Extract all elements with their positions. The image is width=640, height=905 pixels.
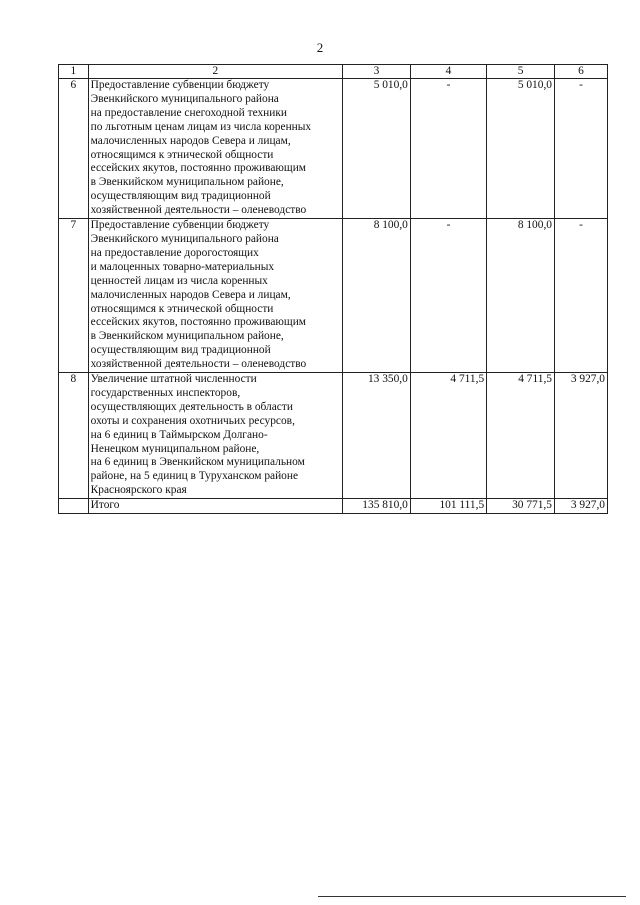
description-line: районе, на 5 единиц в Туруханском районе (90, 470, 299, 483)
table-row (59, 79, 608, 219)
description-line: Эвенкийского муниципального района (90, 92, 279, 105)
description-line: относящимся к этнической общности (90, 148, 274, 161)
description-line: Предоставление субвенции бюджету (90, 219, 270, 232)
description-line: относящимся к этнической общности (90, 302, 274, 315)
description-line: государственных инспекторов, (90, 386, 241, 399)
row-description (88, 79, 342, 219)
total-row (59, 499, 608, 514)
row-description (88, 373, 342, 499)
description-line: Эвенкийского муниципального района (90, 232, 279, 245)
description-line: ессейских якутов, постоянно проживающим (90, 162, 306, 175)
description-line: малочисленных народов Севера и лицам, (90, 134, 291, 147)
value-col-6: 3 927,0 (554, 373, 607, 499)
value-col-5: 5 010,0 (487, 79, 555, 219)
description-line: малочисленных народов Севера и лицам, (90, 288, 291, 301)
table-row (59, 219, 608, 373)
description-line: Предоставление субвенции бюджету (90, 79, 270, 91)
column-header-1: 1 (59, 65, 89, 79)
value-col-5: 4 711,5 (487, 373, 555, 499)
value-col-4: 4 711,5 (410, 373, 486, 499)
description-line: на 6 единиц в Таймырском Долгано- (90, 428, 268, 441)
value-col-6: - (554, 79, 607, 219)
total-col-5: 30 771,5 (487, 499, 555, 514)
description-line: осуществляющим вид традиционной (90, 344, 271, 357)
subsidy-table (58, 64, 608, 514)
description-line: в Эвенкийском муниципальном районе, (90, 176, 284, 189)
row-description (88, 219, 342, 373)
value-col-3: 5 010,0 (343, 79, 411, 219)
value-col-4: - (410, 79, 486, 219)
total-col-3: 135 810,0 (343, 499, 411, 514)
column-header-3: 3 (343, 65, 411, 79)
total-col-6: 3 927,0 (554, 499, 607, 514)
total-col-4: 101 111,5 (410, 499, 486, 514)
value-col-3: 13 350,0 (343, 373, 411, 499)
description-line: Красноярского края (90, 484, 187, 497)
description-line: ессейских якутов, постоянно проживающим (90, 316, 306, 329)
column-header-6: 6 (554, 65, 607, 79)
description-line: охоты и сохранения охотничьих ресурсов, (90, 414, 295, 427)
description-line: осуществляющих деятельность в области (90, 400, 293, 413)
total-number-cell (59, 499, 89, 514)
description-line: на предоставление дорогостоящих (90, 246, 259, 259)
column-header-4: 4 (410, 65, 486, 79)
column-header-5: 5 (487, 65, 555, 79)
total-label: Итого (88, 499, 342, 514)
description-line: на предоставление снегоходной техники (90, 106, 287, 119)
description-line: хозяйственной деятельности – оленеводство (90, 358, 307, 371)
value-col-3: 8 100,0 (343, 219, 411, 373)
row-number: 7 (59, 219, 89, 373)
description-line: и малоценных товарно-материальных (90, 260, 275, 273)
description-line: осуществляющим вид традиционной (90, 190, 271, 203)
description-line: ценностей лицам из числа коренных (90, 274, 268, 287)
column-header-2: 2 (88, 65, 342, 79)
table-row (59, 373, 608, 499)
description-line: на 6 единиц в Эвенкийском муниципальном (90, 456, 305, 469)
description-line: хозяйственной деятельности – оленеводство (90, 204, 307, 217)
description-line: по льготным ценам лицам из числа коренных (90, 120, 312, 133)
value-col-4: - (410, 219, 486, 373)
value-col-5: 8 100,0 (487, 219, 555, 373)
bottom-divider (318, 896, 626, 897)
value-col-6: - (554, 219, 607, 373)
row-number: 6 (59, 79, 89, 219)
table-header-row (59, 65, 608, 79)
description-line: в Эвенкийском муниципальном районе, (90, 330, 284, 343)
row-number: 8 (59, 373, 89, 499)
description-line: Увеличение штатной численности (90, 373, 257, 386)
page-number: 2 (316, 40, 324, 55)
description-line: Ненецком муниципальном районе, (90, 442, 260, 455)
